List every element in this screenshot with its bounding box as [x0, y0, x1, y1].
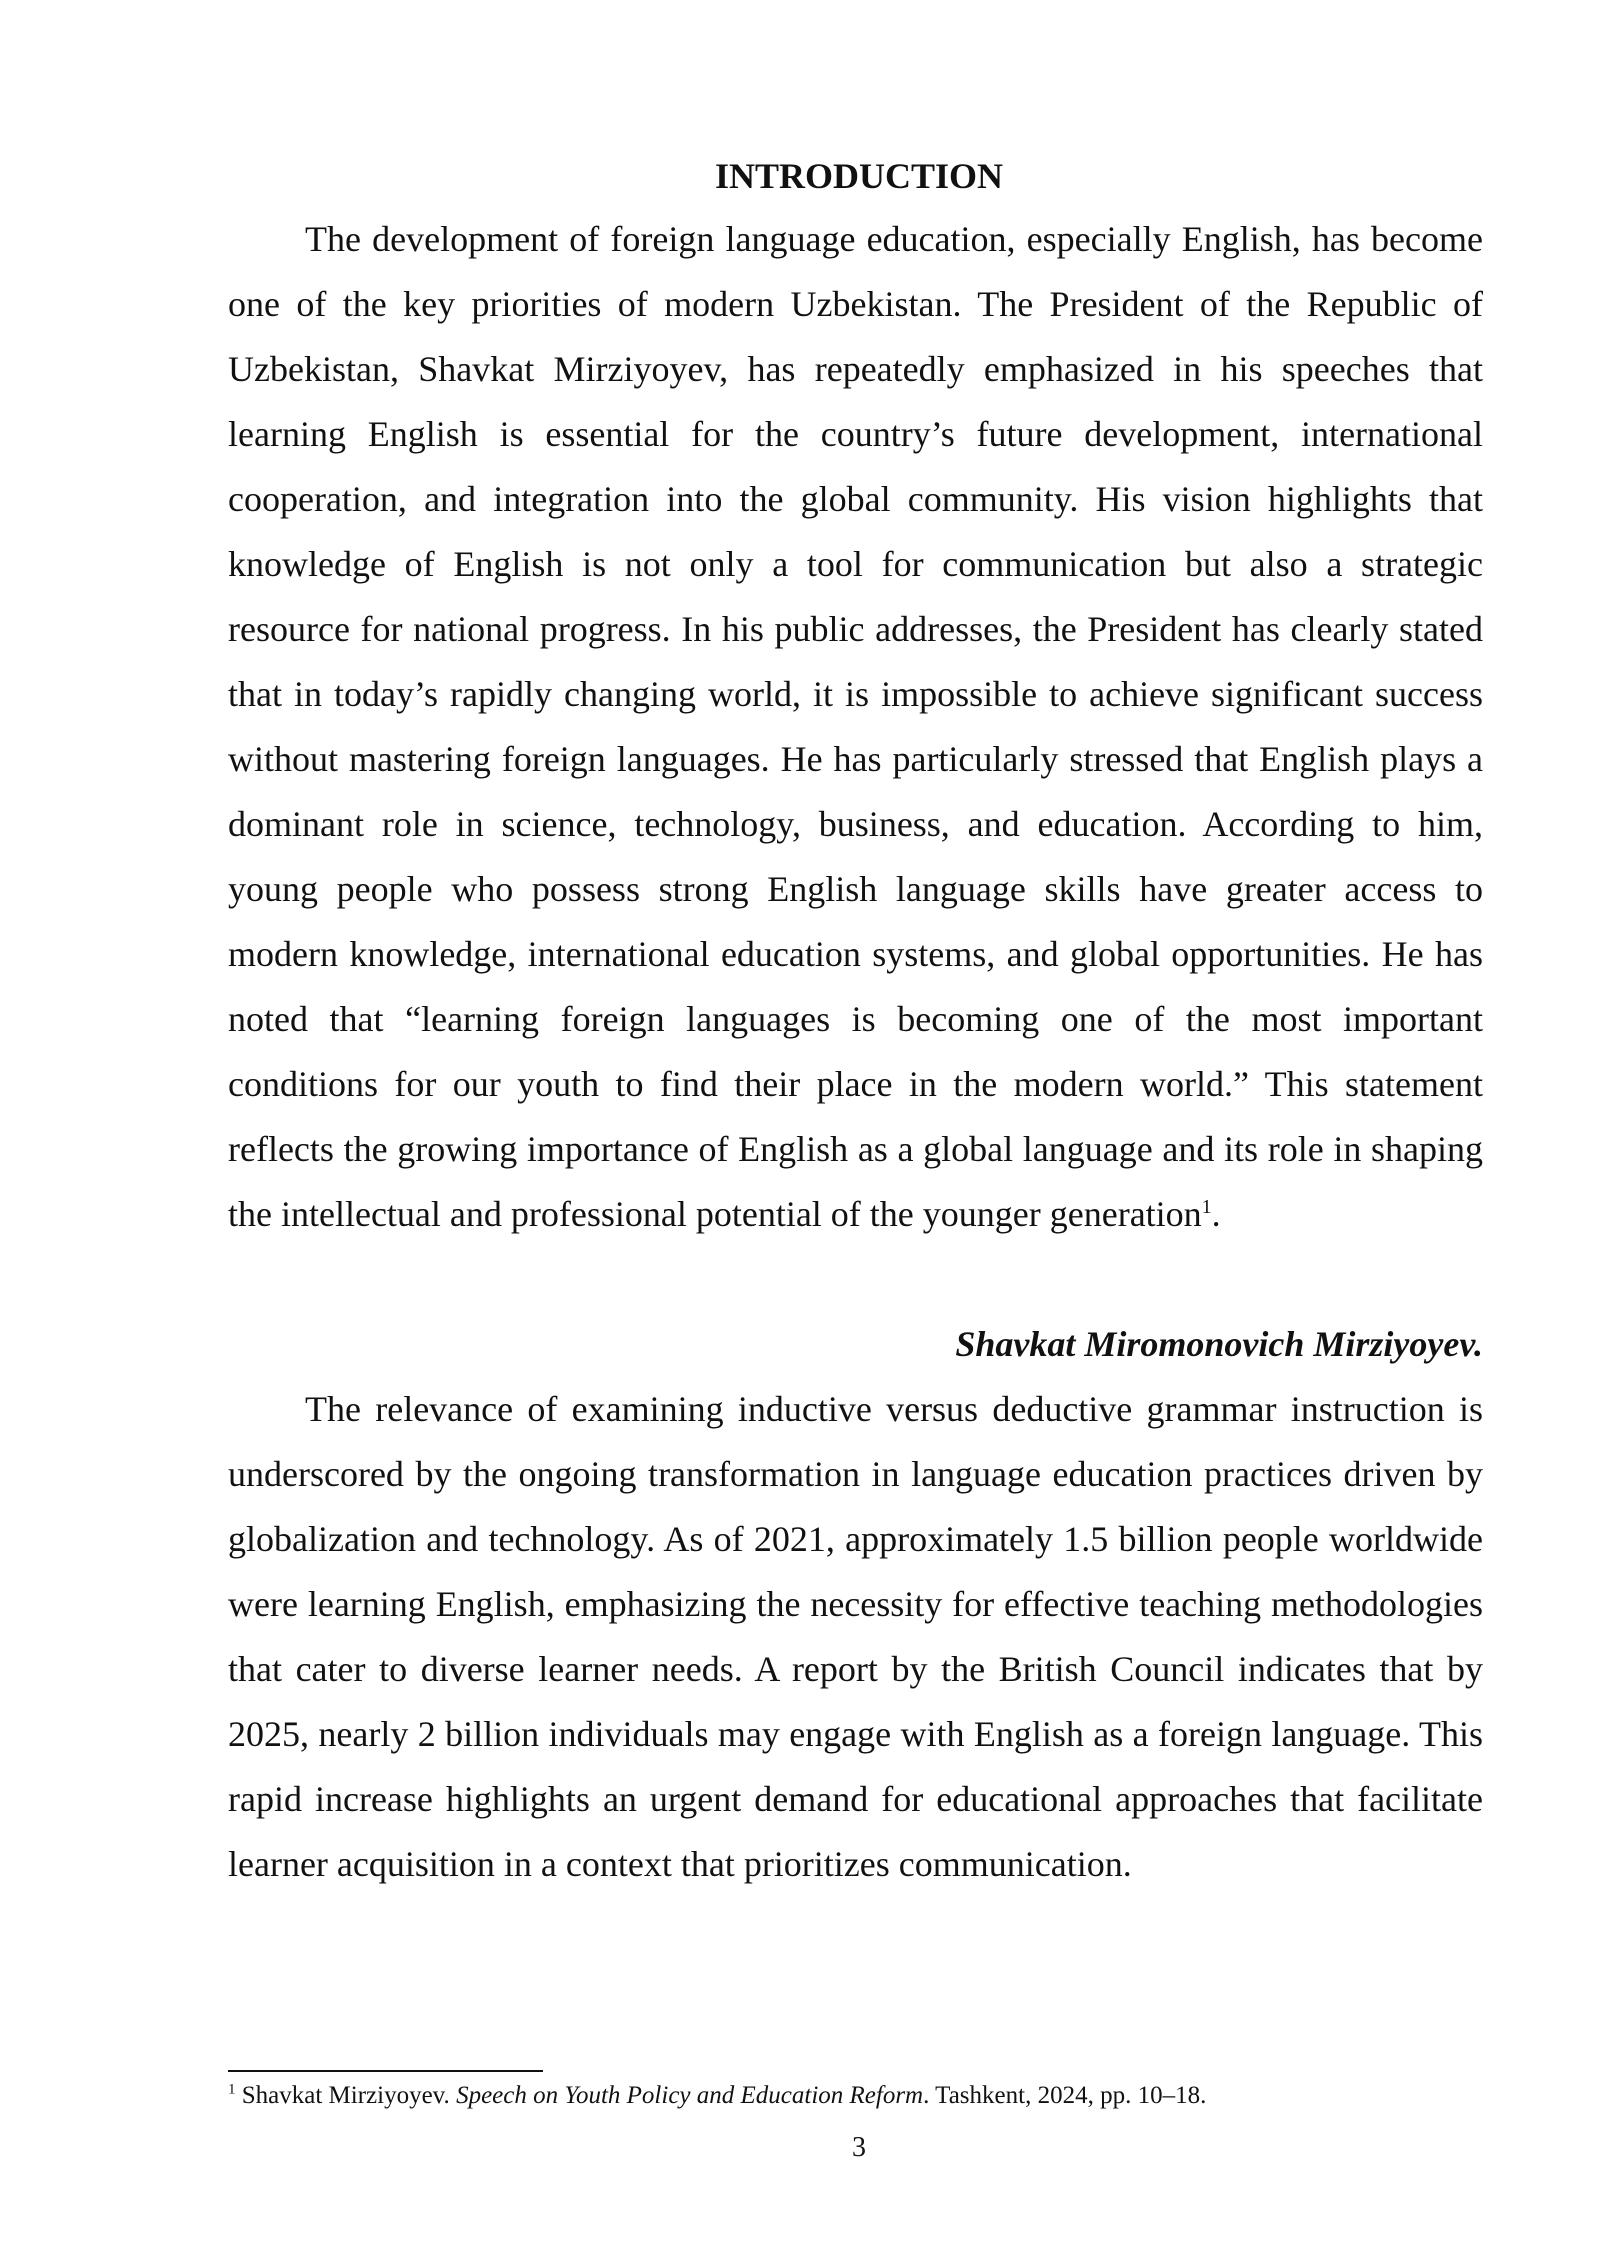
section-heading: INTRODUCTION — [714, 156, 1004, 196]
paragraph-1-text — [228, 207, 1483, 1247]
footnote-number: 1 — [228, 2081, 236, 2098]
footnote-author: Shavkat Mirziyoyev. — [235, 2082, 457, 2109]
paragraph-1-body: The development of foreign language education, especially English, has become one of the key priorities of modern Uzbekistan. The President of the Republic of Uzbekistan, Shavkat Mirziyoyev, has repeatedly emphasized in his speeches that learning English is essential for the country’s future development, international cooperation, and integration into the global community. His vision highlights that knowledge of English is not only a tool for communication but also a strategic resource for national progress. In his public addresses, the President has clearly stated that in today’s rapidly changing world, it is impossible to achieve significant success without mastering foreign languages. He has particularly stressed that English plays a dominant role in science, technology, business, and education. According to him, young people who possess strong English language skills have greater access to modern knowledge, international education systems, and global opportunities. He has noted that “learning foreign languages is becoming one of the most important conditions for our youth to find their place in the modern world.” This statement reflects the growing importance of English as a global language and its role in shaping the intellectual and professional potential of the younger generation — [228, 219, 1483, 1234]
paragraph-2-text: The relevance of examining inductive versus deductive grammar instruction is underscored by the ongoing transformation in language education practices driven by globalization and technology. As of 2021, approximately 1.5 billion people worldwide were learning English, emphasizing the necessity for effective teaching methodologies that cater to diverse learner needs. A report by the British Council indicates that by 2025, nearly 2 billion individuals may engage with English as a foreign language. This rapid increase highlights an urgent demand for educational approaches that facilitate learner acquisition in a context that prioritizes communication. — [228, 1389, 1483, 1884]
footnote — [228, 2078, 1483, 2114]
paragraph-2 — [228, 1377, 1483, 1897]
paragraph-1 — [228, 207, 1483, 1247]
paragraph-1-end: . — [1211, 1194, 1221, 1234]
footnote-separator — [228, 2070, 543, 2072]
footnote-reference[interactable]: 1 — [1201, 1196, 1212, 1218]
footnote-details: . Tashkent, 2024, pp. 10–18. — [923, 2082, 1207, 2109]
quote-attribution: Shavkat Miromonovich Mirziyoyev. — [955, 1324, 1483, 1364]
footnote-title: Speech on Youth Policy and Education Reform — [456, 2082, 924, 2109]
page-number: 3 — [852, 2132, 866, 2163]
